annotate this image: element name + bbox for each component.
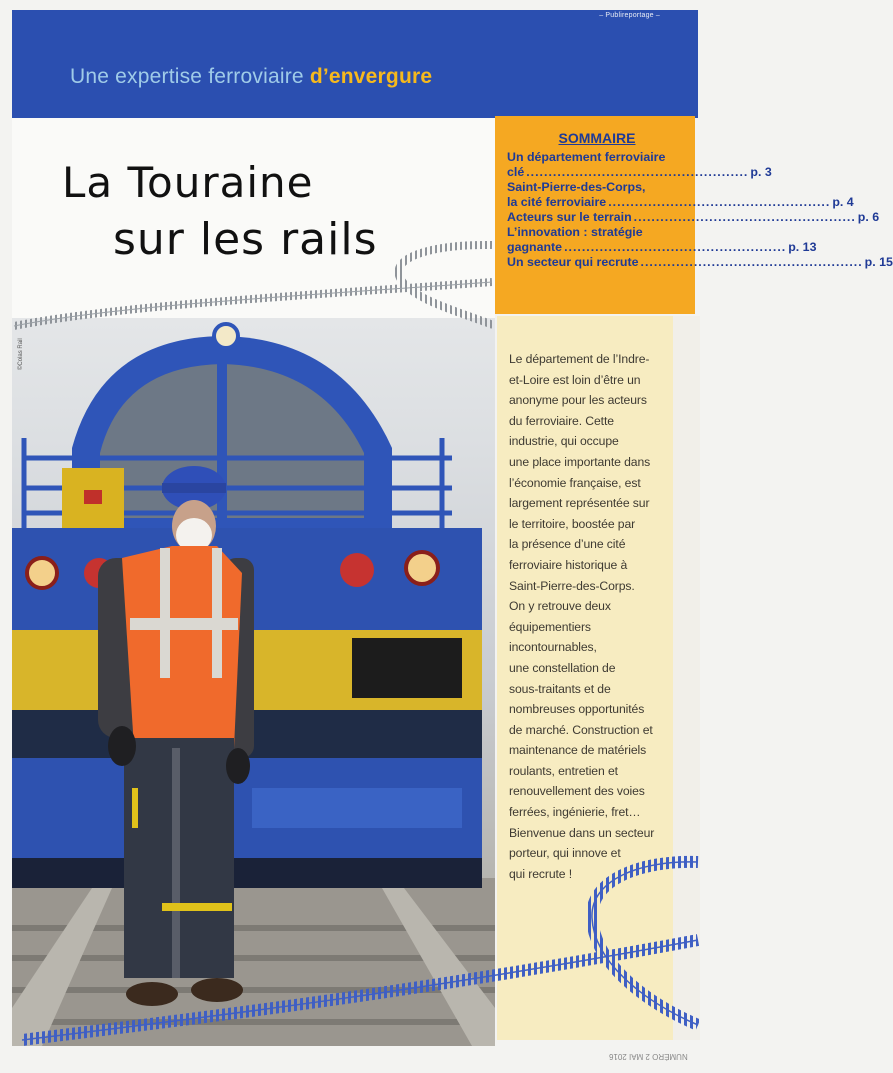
- banner-title: Une expertise ferroviaire d’envergure: [70, 65, 433, 88]
- intro-text: Le département de l’Indre- et-Loire est loin d’être un anonyme pour les acteurs du ferroviaire. Cette industrie, qui occupe une place importante dans l’économie française, est largement représentée sur le territoire, boostée par la présence d’une cité ferroviaire historique à Saint-Pierre-des-Corps. On y retrouve deux équipementiers incontournables, une constellation de sous-traitants et de nombreuses opportunités de marché. Construction et maintenance de matériels roulants, entretien et renouvellement des voies ferrées, ingénierie, fret… Bienvenue dans un secteur porteur, qui innove et qui recrute !: [509, 352, 655, 881]
- page-title-line1: La Touraine: [62, 158, 314, 207]
- toc-item-label: Un secteur qui recrute: [507, 255, 639, 269]
- toc-item-lead: Saint-Pierre-des-Corps,: [507, 180, 646, 194]
- toc-item-lead: L’innovation : stratégie: [507, 225, 643, 239]
- photo-credit: ©Colas Rail: [18, 338, 24, 370]
- page-title-line2: sur les rails: [113, 214, 378, 265]
- toc-item[interactable]: Un département ferroviaire clé .................................................. p. 3: [507, 150, 772, 179]
- toc-item-page: p. 3: [750, 165, 772, 179]
- toc-item-label: la cité ferroviaire: [507, 195, 607, 209]
- banner-highlight: d’envergure: [309, 65, 433, 88]
- toc-item-page: p. 15: [864, 255, 893, 269]
- toc-item[interactable]: Saint-Pierre-des-Corps, la cité ferroviaire .................................................. p. 4: [507, 180, 854, 209]
- toc-item[interactable]: Un secteur qui recrute .................................................. p. 15: [507, 255, 893, 269]
- toc-item-lead: Un département ferroviaire: [507, 150, 666, 164]
- toc-item-label: clé: [507, 165, 525, 179]
- toc-item-label: gagnante: [507, 240, 563, 254]
- toc-item[interactable]: L’innovation : stratégie gagnante .................................................. p. 13: [507, 225, 817, 254]
- page-footer: NUMÉRO 2 MAI 2016: [609, 1052, 688, 1061]
- toc-item-page: p. 6: [857, 210, 880, 224]
- toc-item-label: Acteurs sur le terrain: [507, 210, 632, 224]
- sommaire-title: SOMMAIRE: [558, 130, 636, 146]
- publireportage-tag: – Publireportage –: [599, 12, 660, 19]
- toc-item[interactable]: Acteurs sur le terrain .................................................. p. 6: [507, 210, 880, 224]
- toc-item-page: p. 13: [788, 240, 817, 254]
- toc-item-page: p. 4: [832, 195, 854, 209]
